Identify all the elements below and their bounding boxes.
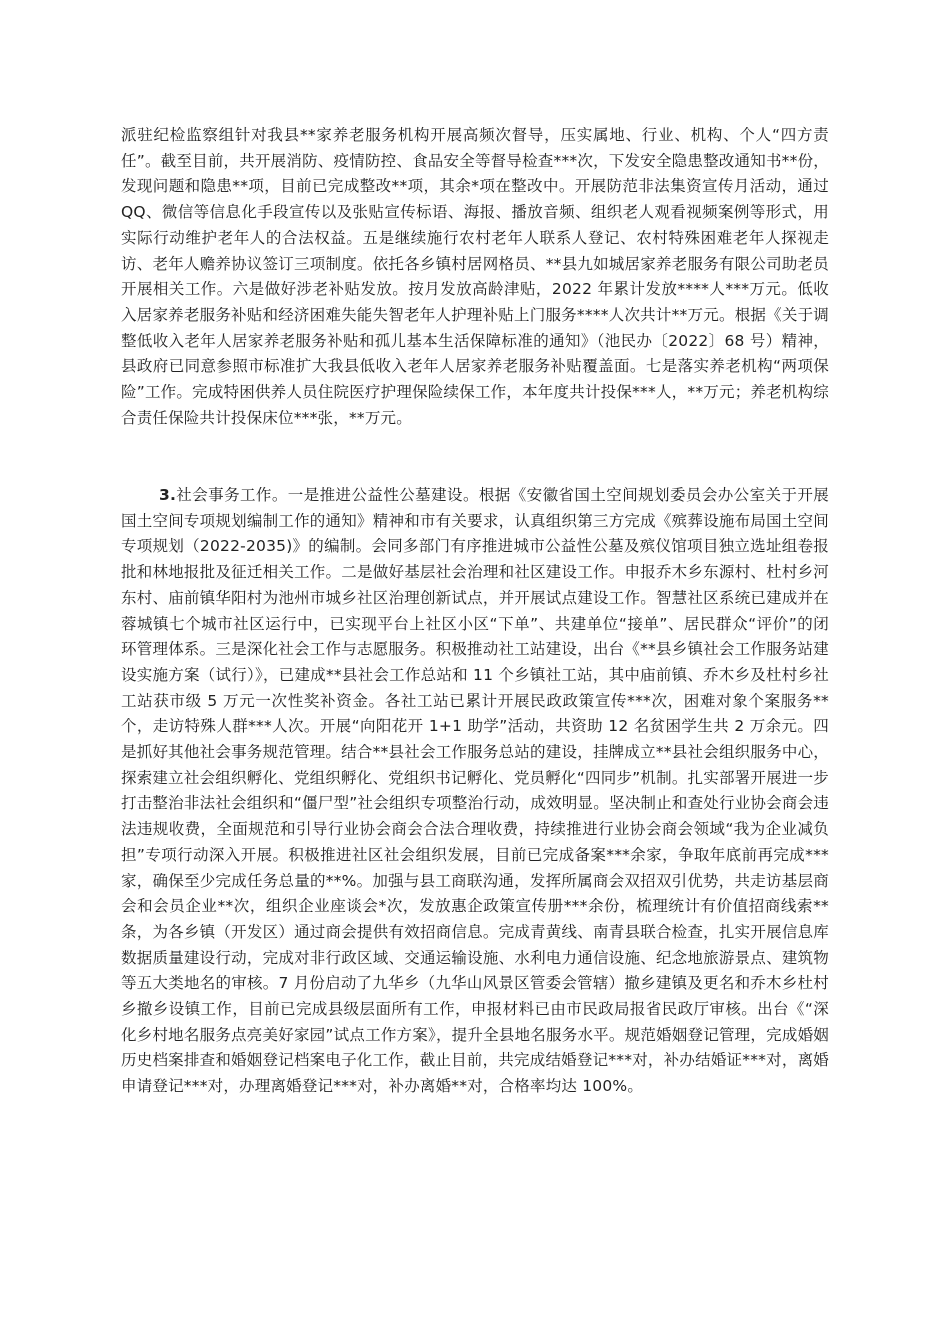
paragraph-text: 派驻纪检监察组针对我县**家养老服务机构开展高频次督导，压实属地、行业、机构、个人“四方责任”。截至目前，共开展消防、疫情防控、食品安全等督导检查***次，下发安全隐患整改通知书**份，发现问题和隐患**项，目前已完成整改**项，其余*项在整改中。开展防范非法集资宣传月活动，通过 QQ、微信等信息化手段宣传以及张贴宣传标语、海报、播放音频、组织老人观看视频案例等形式，用实际行动维护老年人的合法权益。五是继续施行农村老年人联系人登记、农村特殊困难老年人探视走访、老年人赡养协议签订三项制度。依托各乡镇村居网格员、**县九如城居家养老服务有限公司助老员开展相关工作。六是做好涉老补贴发放。按月发放高龄津贴，2022 年累计发放****人***万元。低收入居家养老服务补贴和经济困难失能失智老年人护理补贴上门服务****人次共计**万元。根据《关于调整低收入老年人居家养老服务补贴和孤儿基本生活保障标准的通知》（池民办〔2022〕68 号）精神，县政府已同意参照市标准扩大我县低收入老年人居家养老服务补贴覆盖面。七是落实养老机构“两项保险”工作。完成特困供养人员住院医疗护理保险续保工作，本年度共计投保***人，**万元；养老机构综合责任保险共计投保床位***张，**万元。 (121, 126, 829, 427)
body-paragraph-elderly-services (121, 123, 829, 431)
paragraph-text (121, 483, 829, 1100)
section-number: 3. (159, 486, 177, 504)
body-paragraph-social-affairs (121, 483, 829, 1100)
section-text: 社会事务工作。一是推进公益性公墓建设。根据《安徽省国土空间规划委员会办公室关于开展国土空间专项规划编制工作的通知》精神和市有关要求，认真组织第三方完成《殡葬设施布局国土空间专项规划（2022-2035)》的编制。会同多部门有序推进城市公益性公墓及殡仪馆项目独立选址组卷报批和林地报批及征迁相关工作。二是做好基层社会治理和社区建设工作。申报乔木乡东源村、杜村乡河东村、庙前镇华阳村为池州市城乡社区治理创新试点，并开展试点建设工作。智慧社区系统已建成并在蓉城镇七个城市社区运行中，已实现平台上社区小区“下单”、共建单位“接单”、居民群众“评价”的闭环管理体系。三是深化社会工作与志愿服务。积极推动社工站建设，出台《**县乡镇社会工作服务站建设实施方案（试行）》，已建成**县社会工作总站和 11 个乡镇社工站，其中庙前镇、乔木乡及杜村乡社工站获市级 5 万元一次性奖补资金。各社工站已累计开展民政政策宣传***次，困难对象个案服务**个，走访特殊人群***人次。开展“向阳花开 1+1 助学”活动，共资助 12 名贫困学生共 2 万余元。四是抓好其他社会事务规范管理。结合**县社会工作服务总站的建设，挂牌成立**县社会组织服务中心，探索建立社会组织孵化、党组织孵化、党组织书记孵化、党员孵化“四同步”机制。扎实部署开展进一步打击整治非法社会组织和“僵尸型”社会组织专项整治行动，成效明显。坚决制止和查处行业协会商会违法违规收费，全面规范和引导行业协会商会合法合理收费，持续推进行业协会商会领域“我为企业减负担”专项行动深入开展。积极推进社区社会组织发展，目前已完成备案***余家，争取年底前再完成***家，确保至少完成任务总量的**%。加强与县工商联沟通，发挥所属商会双招双引优势，共走访基层商会和会员企业**次，组织企业座谈会*次，发放惠企政策宣传册***余份，梳理统计有价值招商线索**条，为各乡镇（开发区）通过商会提供有效招商信息。完成青黄线、南青县联合检查，扎实开展信息库数据质量建设行动，完成对非行政区域、交通运输设施、水利电力通信设施、纪念地旅游景点、建筑物等五大类地名的审核。7 月份启动了九华乡（九华山风景区管委会管辖）撤乡建镇及更名和乔木乡杜村乡撤乡设镇工作，目前已完成县级层面所有工作，申报材料已由市民政局报省民政厅审核。出台《“深化乡村地名服务点亮美好家园”试点工作方案》，提升全县地名服务水平。规范婚姻登记管理，完成婚姻历史档案排查和婚姻登记档案电子化工作，截止目前，共完成结婚登记***对，补办结婚证***对，离婚申请登记***对，办理离婚登记***对，补办离婚**对，合格率均达 100%。 (121, 486, 829, 1096)
